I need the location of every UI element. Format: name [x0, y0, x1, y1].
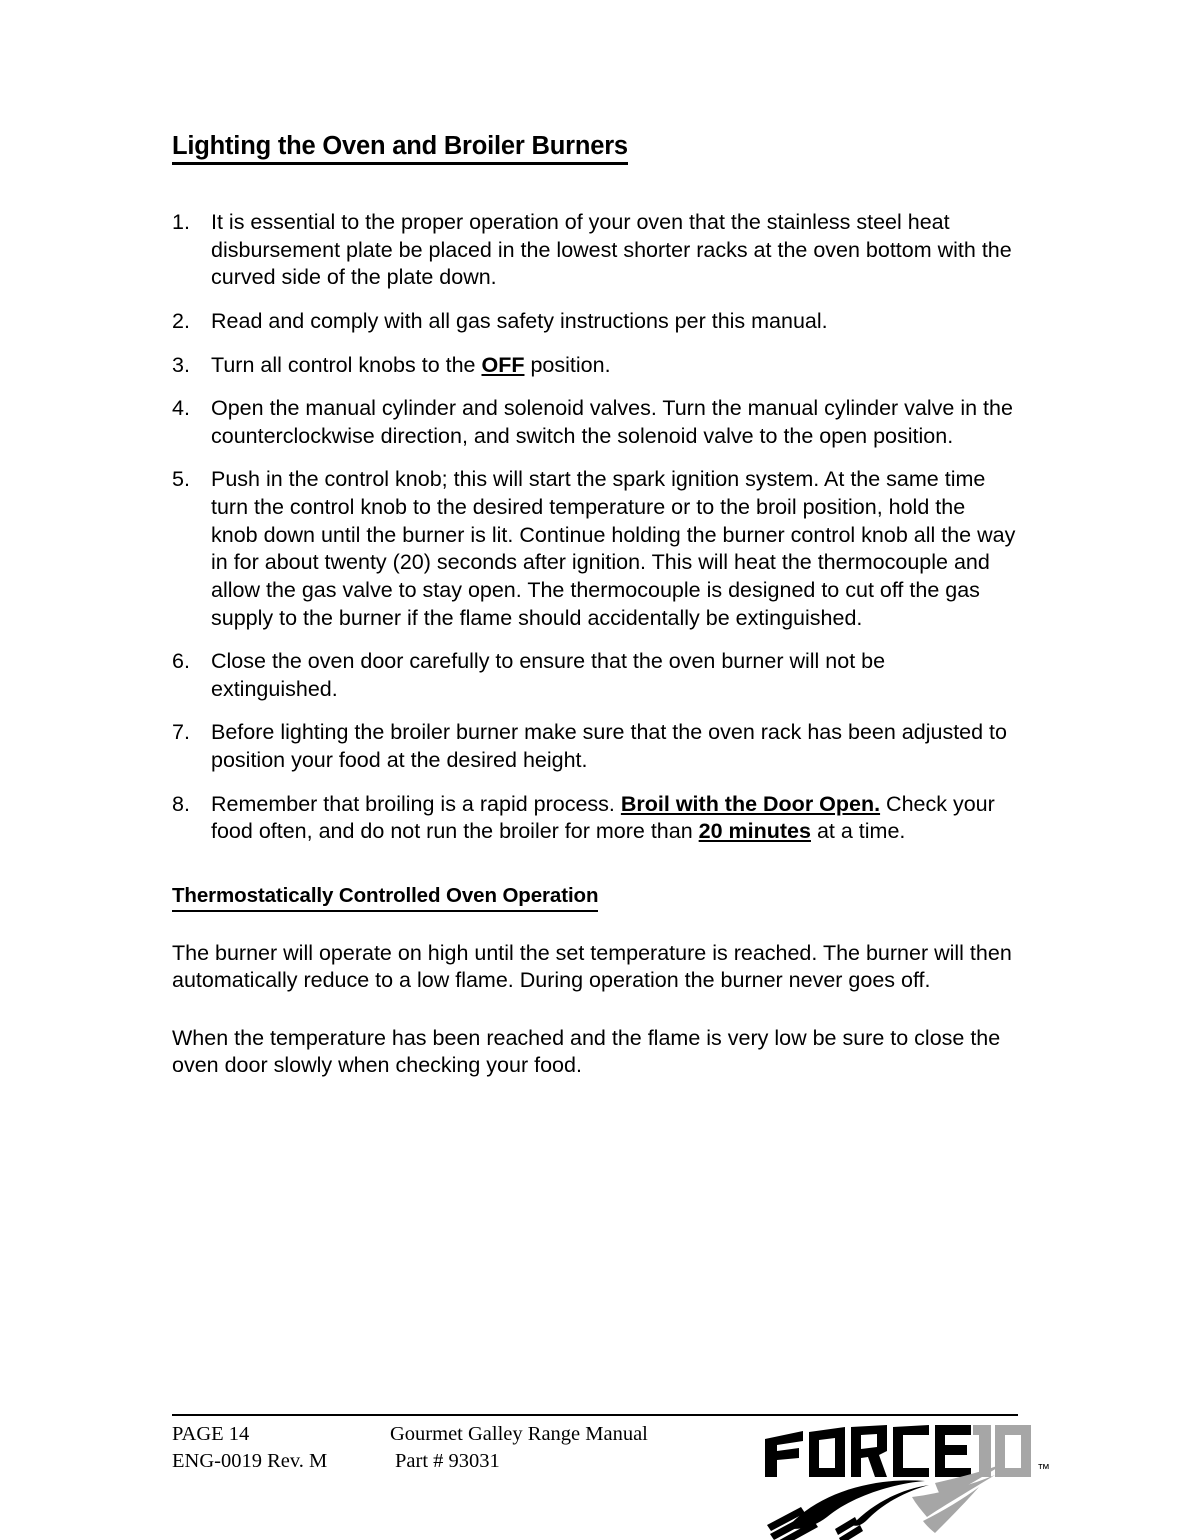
- footer-page-label: PAGE 14: [172, 1423, 250, 1445]
- step-emphasis-off: OFF: [481, 352, 525, 377]
- step-number: 4.: [172, 396, 190, 421]
- step-number: 7.: [172, 720, 190, 745]
- step-text: Open the manual cylinder and solenoid valves. Turn the manual cylinder valve in the counterclockwise direction, and switch the solenoid valve to the open position.: [211, 396, 1013, 448]
- body-paragraph-1: The burner will operate on high until the set temperature is reached. The burner will then automatically reduce to a low flame. During operation the burner never goes off.: [172, 940, 1012, 993]
- step-emphasis-broil-door-open: Broil with the Door Open.: [620, 791, 881, 816]
- list-item-step-8: [172, 791, 1017, 846]
- section-subheading-wrap: [172, 884, 1017, 912]
- numbered-steps-list: [172, 209, 1017, 846]
- step-number: 2.: [172, 308, 190, 333]
- step-text: It is essential to the proper operation of your oven that the stainless steel heat disbursement plate be placed in the lowest shorter racks at the oven bottom with the curved side of the plate down.: [211, 210, 1012, 290]
- step-text-after: at a time.: [810, 819, 906, 844]
- step-text: Push in the control knob; this will start the spark ignition system. At the same time turn the control knob to the desired temperature or to the broil position, hold the knob down until the burner is lit. Continue holding the burner control knob all the way in for about twenty (20) seconds after ignition. This will heat the thermocouple and allow the gas valve to stay open. The thermocouple is designed to cut off the gas supply to the burner if the flame should accidentally be extinguished.: [211, 467, 1016, 630]
- logo-wordmark-10-shape: [973, 1425, 1031, 1477]
- step-number: 3.: [172, 352, 190, 377]
- logo-swoosh-dark-shape: [767, 1480, 929, 1540]
- body-paragraph-2: When the temperature has been reached and the flame is very low be sure to close the oven door slowly when checking your food.: [172, 1025, 1001, 1078]
- step-text: Close the oven door carefully to ensure that the oven burner will not be extinguished.: [211, 649, 886, 701]
- step-text: Read and comply with all gas safety instructions per this manual.: [211, 308, 828, 333]
- document-content: [172, 131, 1017, 1080]
- step-text-before: Turn all control knobs to the: [211, 352, 482, 377]
- list-item-step-4: [172, 395, 1017, 450]
- list-item-step-5: [172, 466, 1017, 632]
- page-title: Lighting the Oven and Broiler Burners: [172, 131, 628, 165]
- step-text: Before lighting the broiler burner make sure that the oven rack has been adjusted to position your food at the desired height.: [211, 720, 1007, 773]
- list-item-step-1: [172, 209, 1017, 292]
- footer-part-number: Part # 93031: [395, 1450, 500, 1473]
- force-10-logo: [757, 1425, 1050, 1535]
- step-emphasis-20-minutes: 20 minutes: [698, 819, 811, 844]
- logo-trademark-icon: ™: [1037, 1461, 1050, 1476]
- step-number: 6.: [172, 649, 190, 674]
- footer-manual-title: Gourmet Galley Range Manual: [390, 1423, 648, 1445]
- page-title-wrap: [172, 131, 1017, 165]
- step-text-after: position.: [524, 352, 611, 377]
- list-item-step-2: [172, 308, 1017, 336]
- step-number: 1.: [172, 210, 190, 235]
- step-text-before: Remember that broiling is a rapid process.: [211, 791, 621, 816]
- list-item-step-7: [172, 719, 1017, 774]
- step-number: 5.: [172, 467, 190, 492]
- list-item-step-6: [172, 648, 1017, 703]
- logo-wordmark-force-shape: [765, 1425, 971, 1477]
- step-text-mid: Check your food often, and do not run the broiler for more than: [211, 791, 995, 844]
- list-item-step-3: [172, 352, 1017, 380]
- section-subheading: Thermostatically Controlled Oven Operation: [172, 884, 598, 912]
- step-number: 8.: [172, 791, 190, 816]
- footer-doc-number: ENG-0019 Rev. M: [172, 1450, 328, 1473]
